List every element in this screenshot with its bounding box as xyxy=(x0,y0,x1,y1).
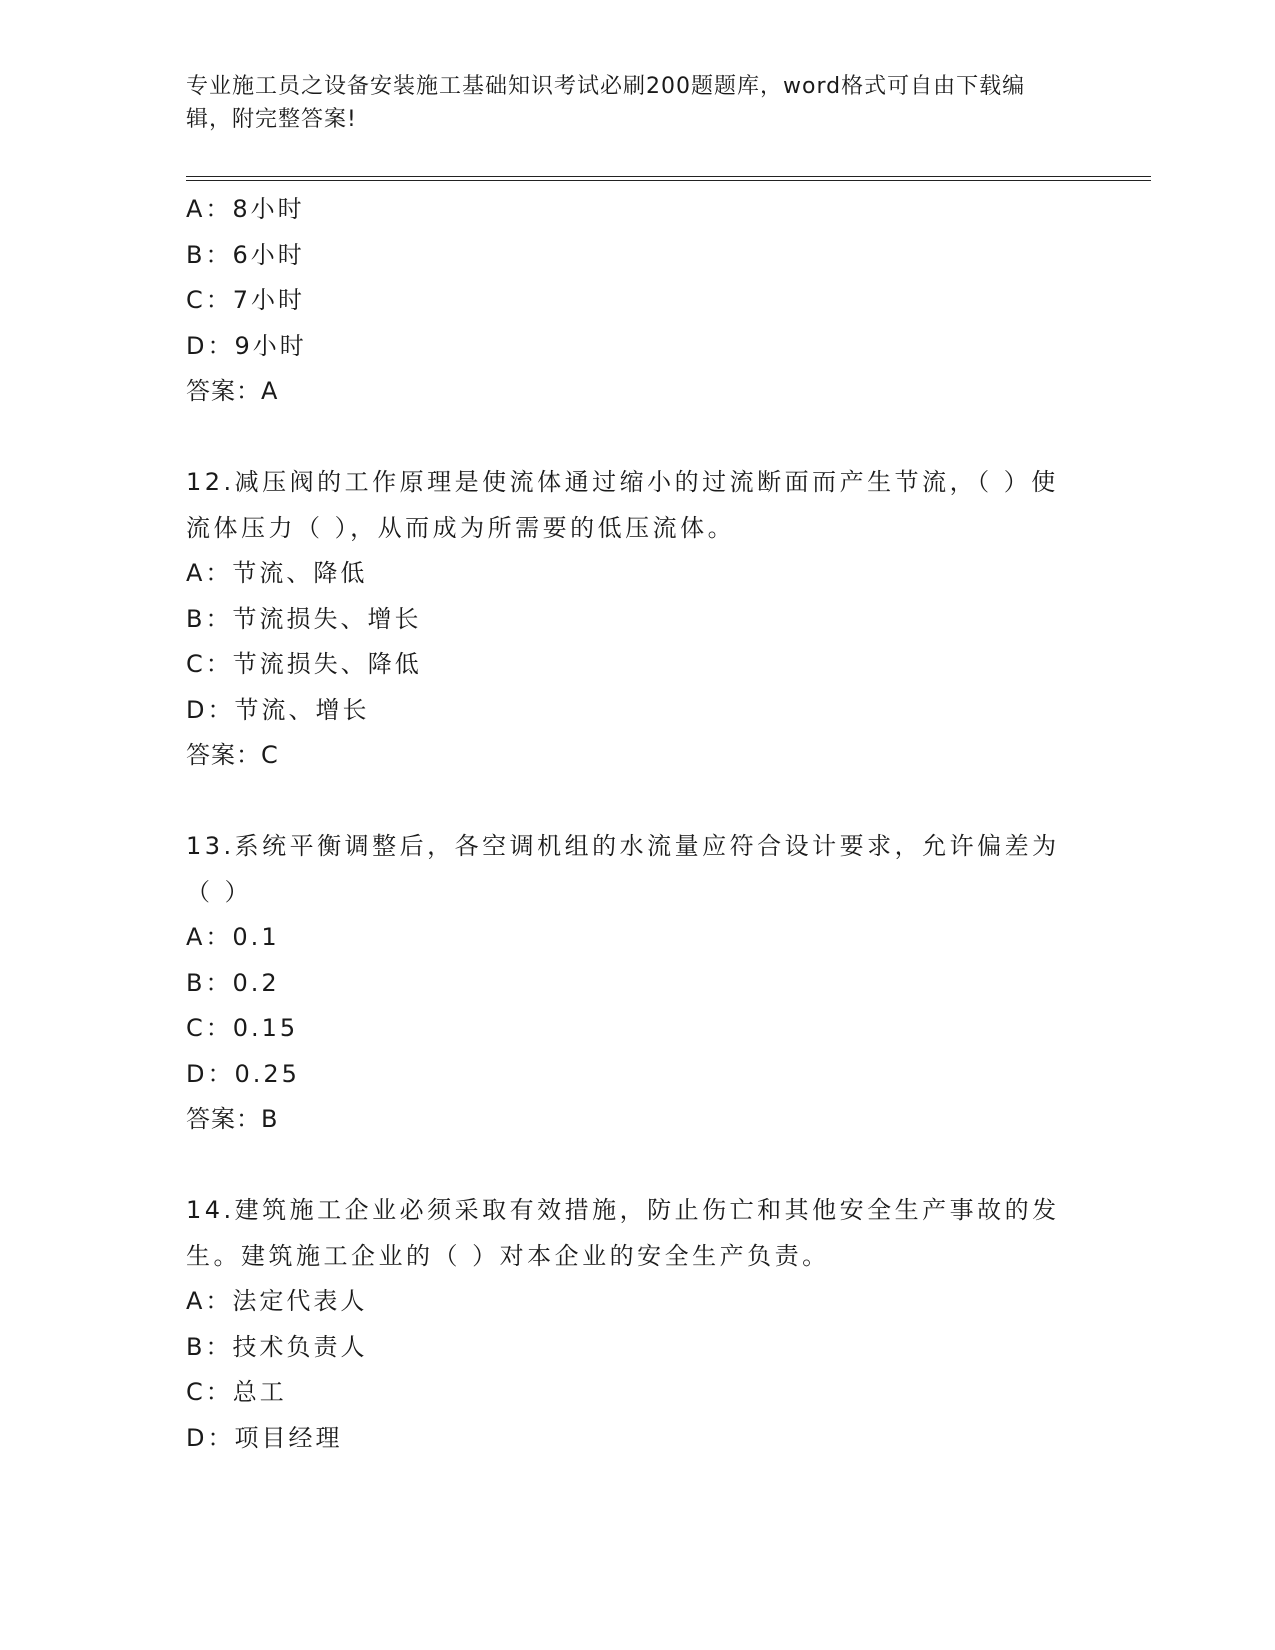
option-b: B：节流损失、增长 xyxy=(186,604,422,633)
answer-label: 答案：A xyxy=(186,377,279,405)
option-d: D：9小时 xyxy=(186,331,307,360)
question-list xyxy=(186,187,1086,1461)
answer-label: 答案：C xyxy=(186,741,279,769)
option-a: A：法定代表人 xyxy=(186,1287,368,1315)
question-text: 13.系统平衡调整后，各空调机组的水流量应符合设计要求，允许偏差为（ ） xyxy=(186,832,1060,906)
question-text: 14.建筑施工企业必须采取有效措施，防止伤亡和其他安全生产事故的发生。建筑施工企业的（ ）对本企业的安全生产负责。 xyxy=(186,1196,1060,1270)
question-text: 12.减压阀的工作原理是使流体通过缩小的过流断面而产生节流，（ ）使流体压力（ ），从而成为所需要的低压流体。 xyxy=(186,468,1059,542)
option-a: A：节流、降低 xyxy=(186,559,368,587)
option-a: A：0.1 xyxy=(186,923,280,951)
option-a: A：8小时 xyxy=(186,195,305,223)
option-d: D：项目经理 xyxy=(186,1423,343,1452)
header-divider xyxy=(186,176,1151,181)
option-c: C：0.15 xyxy=(186,1014,299,1042)
option-b: B：6小时 xyxy=(186,240,305,269)
answer-label: 答案：B xyxy=(186,1105,279,1133)
option-d: D：0.25 xyxy=(186,1059,300,1088)
option-c: C：节流损失、降低 xyxy=(186,650,422,678)
option-b: B：0.2 xyxy=(186,968,280,997)
option-b: B：技术负责人 xyxy=(186,1332,368,1361)
page-header: 专业施工员之设备安装施工基础知识考试必刷200题题库，word格式可自由下载编辑，附完整答案! xyxy=(186,74,1026,132)
option-c: C：7小时 xyxy=(186,286,306,314)
option-c: C：总工 xyxy=(186,1378,287,1406)
option-d: D：节流、增长 xyxy=(186,695,370,724)
